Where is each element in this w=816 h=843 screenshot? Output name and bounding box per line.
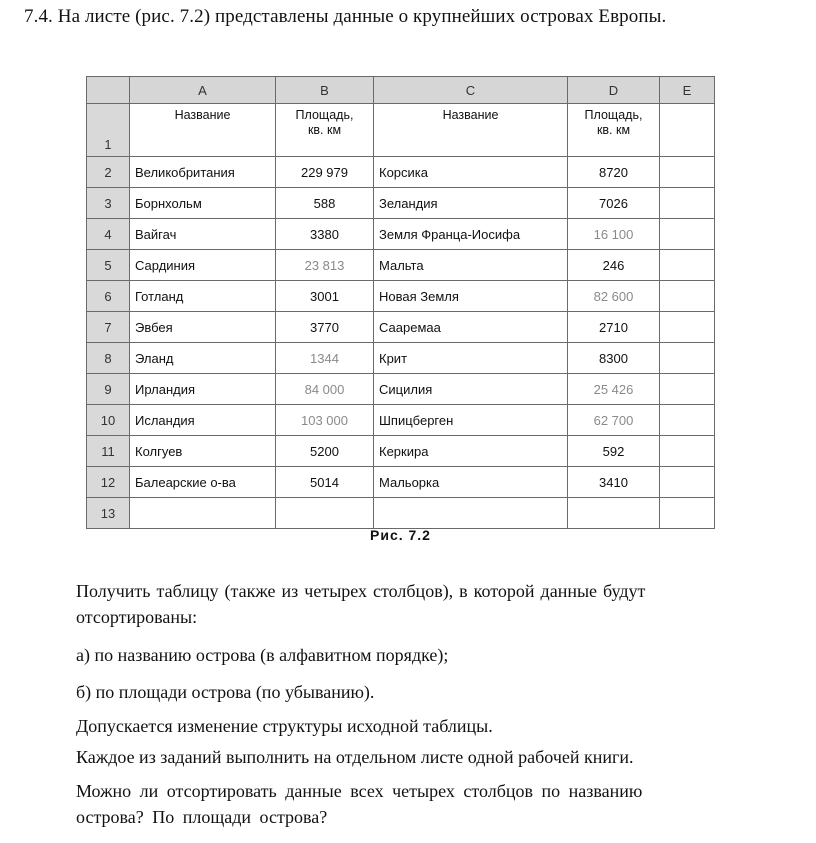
island-name-cell: Эланд (130, 343, 276, 374)
column-header-e: E (660, 77, 715, 104)
row-number: 3 (87, 188, 130, 219)
island-area-cell: 5014 (276, 467, 374, 498)
island-name-cell: Корсика (374, 157, 568, 188)
island-area-cell: 25 426 (568, 374, 660, 405)
island-name-cell: Мальорка (374, 467, 568, 498)
paragraph-line: острова? По площади острова? (76, 807, 328, 827)
header-cell-area-d (568, 104, 660, 157)
empty-cell (660, 281, 715, 312)
column-header-row (87, 77, 715, 104)
header-cell-area-b (276, 104, 374, 157)
island-area-cell: 246 (568, 250, 660, 281)
row-number: 5 (87, 250, 130, 281)
row-number: 9 (87, 374, 130, 405)
island-area-cell: 592 (568, 436, 660, 467)
island-name-cell: Земля Франца-Иосифа (374, 219, 568, 250)
empty-cell (660, 104, 715, 157)
table-row (87, 436, 715, 467)
island-name-cell: Сицилия (374, 374, 568, 405)
corner-cell (87, 77, 130, 104)
header-text: Площадь, (295, 108, 354, 122)
island-area-cell: 229 979 (276, 157, 374, 188)
row-number: 2 (87, 157, 130, 188)
island-area-cell: 8300 (568, 343, 660, 374)
island-area-cell: 16 100 (568, 219, 660, 250)
island-area-cell: 103 000 (276, 405, 374, 436)
island-name-cell: Сааремаа (374, 312, 568, 343)
row-number: 10 (87, 405, 130, 436)
table-row (87, 219, 715, 250)
task-item-b: б) по площади острова (по убыванию). (76, 682, 375, 702)
island-area-cell: 5200 (276, 436, 374, 467)
header-text: кв. км (307, 123, 342, 137)
island-name-cell: Вайгач (130, 219, 276, 250)
island-area-cell: 3770 (276, 312, 374, 343)
empty-cell (660, 374, 715, 405)
island-name-cell: Новая Земля (374, 281, 568, 312)
empty-cell (660, 498, 715, 529)
island-area-cell: 82 600 (568, 281, 660, 312)
island-area-cell: 3001 (276, 281, 374, 312)
island-name-cell: Крит (374, 343, 568, 374)
island-name-cell: Готланд (130, 281, 276, 312)
row-number: 4 (87, 219, 130, 250)
table-row (87, 157, 715, 188)
island-area-cell (276, 498, 374, 529)
column-header-a: A (130, 77, 276, 104)
island-area-cell (568, 498, 660, 529)
table-row (87, 405, 715, 436)
island-name-cell: Мальта (374, 250, 568, 281)
row-number: 6 (87, 281, 130, 312)
column-header-c: C (374, 77, 568, 104)
island-name-cell: Исландия (130, 405, 276, 436)
island-area-cell: 1344 (276, 343, 374, 374)
row-number: 7 (87, 312, 130, 343)
table-row (87, 250, 715, 281)
empty-cell (660, 219, 715, 250)
island-area-cell: 8720 (568, 157, 660, 188)
header-text: Название (442, 108, 499, 122)
empty-cell (660, 405, 715, 436)
spreadsheet-figure (86, 76, 715, 529)
row-number: 8 (87, 343, 130, 374)
row-number: 13 (87, 498, 130, 529)
exercise-heading: 7.4. На листе (рис. 7.2) представлены данные о крупнейших островах Европы. (24, 6, 667, 27)
header-text: кв. км (596, 123, 631, 137)
header-text: Площадь, (584, 108, 643, 122)
table-header-row (87, 104, 715, 157)
empty-cell (660, 250, 715, 281)
island-area-cell: 2710 (568, 312, 660, 343)
empty-cell (660, 312, 715, 343)
island-name-cell: Борнхольм (130, 188, 276, 219)
island-name-cell: Колгуев (130, 436, 276, 467)
island-area-cell: 588 (276, 188, 374, 219)
island-name-cell: Керкира (374, 436, 568, 467)
paragraph-line: Можно ли отсортировать данные всех четырех столбцов по названию (76, 781, 643, 801)
question-paragraph (76, 778, 642, 830)
table-row (87, 188, 715, 219)
row-number: 1 (87, 104, 130, 157)
table-row (87, 374, 715, 405)
column-header-d: D (568, 77, 660, 104)
row-number: 11 (87, 436, 130, 467)
empty-cell (660, 467, 715, 498)
island-area-cell: 3410 (568, 467, 660, 498)
table-row (87, 467, 715, 498)
row-number: 12 (87, 467, 130, 498)
island-area-cell: 84 000 (276, 374, 374, 405)
spreadsheet-table (86, 76, 715, 529)
island-area-cell: 3380 (276, 219, 374, 250)
paragraph-line: отсортированы: (76, 607, 198, 627)
island-area-cell: 62 700 (568, 405, 660, 436)
table-row (87, 343, 715, 374)
empty-cell (660, 157, 715, 188)
island-name-cell: Шпицберген (374, 405, 568, 436)
figure-caption: Рис. 7.2 (370, 527, 431, 543)
task-item-a: а) по названию острова (в алфавитном порядке); (76, 645, 449, 665)
column-header-b: B (276, 77, 374, 104)
header-cell-name-c (374, 104, 568, 157)
paragraph-line: Получить таблицу (также из четырех столбцов), в которой данные будут (76, 581, 646, 601)
island-name-cell: Ирландия (130, 374, 276, 405)
empty-cell (660, 436, 715, 467)
island-name-cell: Великобритания (130, 157, 276, 188)
table-row (87, 281, 715, 312)
island-name-cell: Зеландия (374, 188, 568, 219)
island-area-cell: 7026 (568, 188, 660, 219)
island-name-cell (374, 498, 568, 529)
island-name-cell: Эвбея (130, 312, 276, 343)
header-cell-name-a (130, 104, 276, 157)
island-area-cell: 23 813 (276, 250, 374, 281)
task-paragraph (76, 578, 645, 630)
empty-cell (660, 188, 715, 219)
empty-cell (660, 343, 715, 374)
table-row (87, 312, 715, 343)
island-name-cell: Сардиния (130, 250, 276, 281)
island-name-cell: Балеарские о-ва (130, 467, 276, 498)
instruction-paragraph: Каждое из заданий выполнить на отдельном листе одной рабочей книги. (76, 747, 634, 767)
table-row (87, 498, 715, 529)
note-paragraph: Допускается изменение структуры исходной таблицы. (76, 716, 493, 736)
header-text: Название (174, 108, 231, 122)
island-name-cell (130, 498, 276, 529)
